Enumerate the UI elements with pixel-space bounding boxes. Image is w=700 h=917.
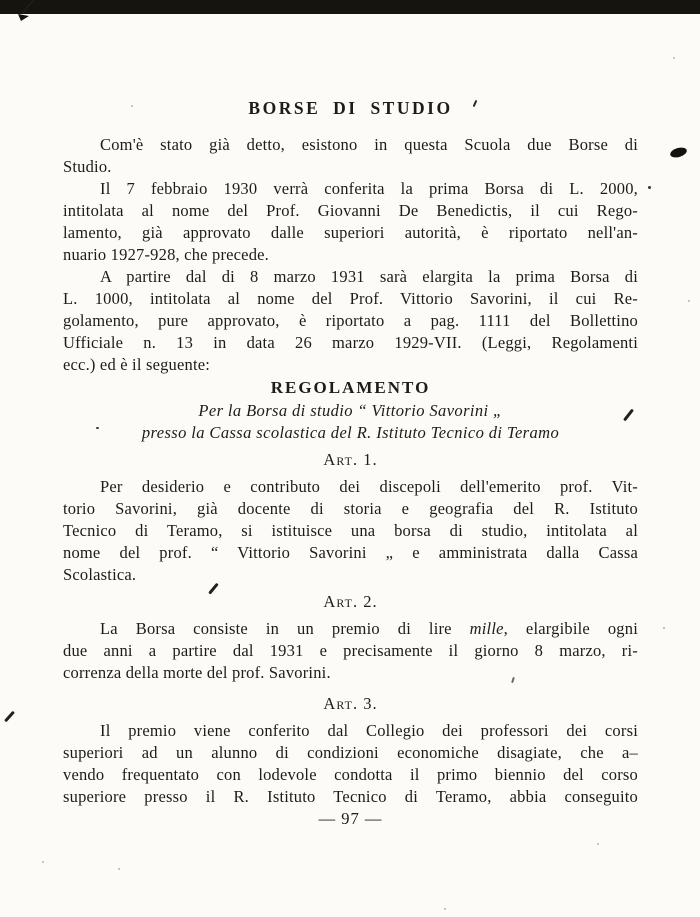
page-content xyxy=(63,96,638,830)
page-number: — 97 — xyxy=(318,809,383,828)
scan-edge-top xyxy=(0,0,700,14)
document-title: BORSE DI STUDIO xyxy=(248,98,453,118)
text-line: A partire dal di 8 marzo 1931 sarà elargita la prima Borsa di xyxy=(100,267,638,286)
paper-speckle xyxy=(118,868,120,870)
article-heading-1: Art. 1. xyxy=(323,450,378,469)
subtitle-borsa-savorini xyxy=(63,400,638,444)
thread-mark-icon xyxy=(6,0,46,28)
paragraph-art3 xyxy=(63,720,638,808)
ink-smudge xyxy=(669,146,688,159)
text-line: Studio. xyxy=(63,157,112,176)
text-line: Per la Borsa di studio “ Vittorio Savorini „ xyxy=(198,401,503,420)
ink-slash-left xyxy=(4,711,15,723)
text-line: superiore presso il R. Istituto Tecnico di Teramo, abbia conseguito xyxy=(63,787,638,806)
text-line: vendo frequentato con lodevole condotta il primo biennio del corso xyxy=(63,765,638,784)
paper-speckle xyxy=(597,843,599,845)
text-line: nuario 1927-928, che precede. xyxy=(63,245,270,264)
text-line: due anni a partire dal 1931 e precisamente il giorno 8 marzo, ri- xyxy=(63,641,638,660)
text-line: Il 7 febbraio 1930 verrà conferita la prima Borsa di L. 2000, xyxy=(100,179,638,198)
text-line: superiori ad un alunno di condizioni economiche disagiate, che a– xyxy=(63,743,638,762)
paper-speckle xyxy=(673,57,675,59)
ink-dot xyxy=(648,186,651,189)
text-line: Com'è stato già detto, esistono in questa Scuola due Borse di xyxy=(100,135,638,154)
text-line: Tecnico di Teramo, si istituisce una borsa di studio, intitolata al xyxy=(63,521,638,540)
text-line: Il premio viene conferito dal Collegio dei professori dei corsi xyxy=(100,721,638,740)
text-line: Per desiderio e contributo dei discepoli dell'emerito prof. Vit- xyxy=(100,477,638,496)
paragraph-art2 xyxy=(63,618,638,684)
text-line: correnza della morte del prof. Savorini. xyxy=(63,663,331,682)
text-line: presso la Cassa scolastica del R. Istituto Tecnico di Teramo xyxy=(141,423,560,442)
paper-speckle xyxy=(444,908,446,910)
text-line: lamento, già approvato dalle superiori autorità, è riportato nell'an- xyxy=(63,223,638,242)
text-line: torio Savorini, già docente di storia e geografia del R. Istituto xyxy=(63,499,638,518)
article-heading-3: Art. 3. xyxy=(323,694,378,713)
text-line: Ufficiale n. 13 in data 26 marzo 1929-VII. (Leggi, Regolamenti xyxy=(63,333,638,352)
section-heading-regolamento: REGOLAMENTO xyxy=(270,378,431,397)
text-line: La Borsa consiste in un premio di lire mille, elargibile ogni xyxy=(100,619,638,638)
paper-speckle xyxy=(663,627,665,629)
article-heading-2: Art. 2. xyxy=(323,592,378,611)
paper-speckle xyxy=(688,300,690,302)
paper-speckle xyxy=(42,861,44,863)
paragraph-borsa-de-benedictis xyxy=(63,178,638,266)
text-line: nome del prof. “ Vittorio Savorini „ e amministrata dalla Cassa xyxy=(63,543,638,562)
paragraph-art1 xyxy=(63,476,638,586)
text-line: L. 1000, intitolata al nome del Prof. Vittorio Savorini, il cui Re- xyxy=(63,289,638,308)
paragraph-borsa-savorini xyxy=(63,266,638,376)
text-line: ecc.) ed è il seguente: xyxy=(63,355,211,374)
text-line: intitolata al nome del Prof. Giovanni De Benedictis, il cui Rego- xyxy=(63,201,638,220)
paragraph-intro xyxy=(63,134,638,178)
text-line: Scolastica. xyxy=(63,565,137,584)
text-line: golamento, pure approvato, è riportato a pag. 1111 del Bollettino xyxy=(63,311,638,330)
